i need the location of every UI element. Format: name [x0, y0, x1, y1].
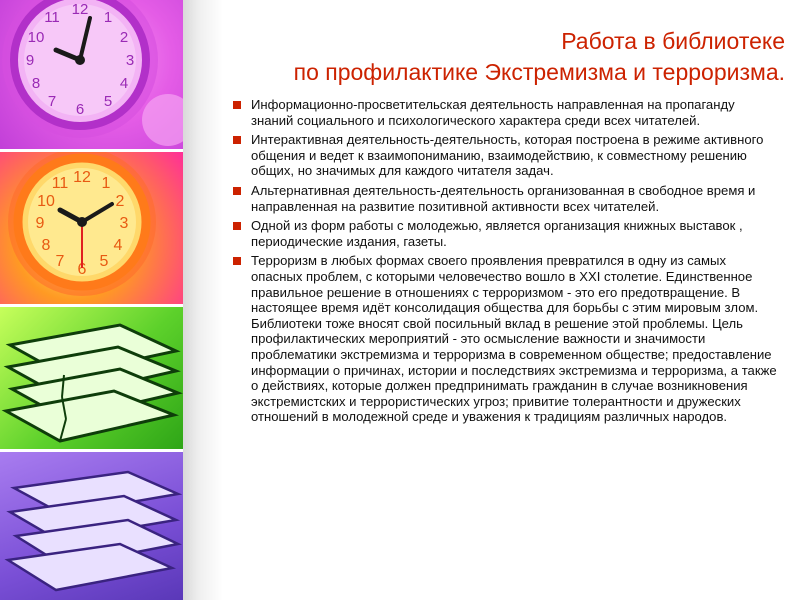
- square-bullet-icon: [233, 136, 241, 144]
- svg-text:5: 5: [99, 253, 109, 270]
- bullet-item: [233, 253, 778, 425]
- svg-text:3: 3: [125, 52, 135, 69]
- bullet-item: [233, 218, 778, 249]
- panel-divider: [0, 149, 183, 152]
- svg-text:8: 8: [41, 237, 51, 254]
- bullet-text: Информационно-просветительская деятельность направленная на пропаганду знаний социального и психологического характера среди всех читателей.: [251, 97, 735, 128]
- svg-text:6: 6: [75, 101, 85, 118]
- panel-divider: [0, 304, 183, 307]
- green-books-icon: [0, 305, 183, 450]
- svg-text:11: 11: [44, 9, 60, 26]
- svg-text:12: 12: [71, 1, 89, 18]
- bullet-item: [233, 183, 778, 214]
- svg-text:11: 11: [51, 175, 69, 192]
- slide-title-line-1: Работа в библиотеке: [561, 28, 785, 54]
- purple-clock-icon: [0, 0, 183, 150]
- svg-text:9: 9: [35, 215, 45, 232]
- svg-text:12: 12: [73, 169, 91, 186]
- orange-clock-image: [0, 150, 183, 305]
- bullet-list: [233, 97, 778, 429]
- purple-books-image: [0, 450, 183, 600]
- orange-clock-icon: [0, 150, 183, 305]
- green-books-image: [0, 305, 183, 450]
- bullet-item: [233, 97, 778, 128]
- square-bullet-icon: [233, 101, 241, 109]
- svg-text:10: 10: [37, 193, 55, 210]
- slide-title: [230, 26, 785, 88]
- svg-text:7: 7: [55, 253, 65, 270]
- svg-text:8: 8: [31, 75, 41, 92]
- svg-text:10: 10: [27, 29, 45, 46]
- svg-text:1: 1: [103, 9, 113, 26]
- slide-title-line-2: по профилактике Экстремизма и терроризма.: [293, 59, 785, 85]
- svg-text:2: 2: [115, 193, 125, 210]
- bullet-text: Одной из форм работы с молодежью, является организация книжных выставок , периодические издания, газеты.: [251, 218, 743, 249]
- bullet-text: Альтернативная деятельность-деятельность организованная в свободное время и направленная на развитие позитивной активности всех читателей.: [251, 182, 756, 214]
- svg-text:6: 6: [77, 261, 87, 278]
- bullet-text: Терроризм в любых формах своего проявления превратился в одну из самых опасных проблем, с которыми человечество вошло в XXI столетие. Единственное правильное решение в отношениях с терроризмом - это его предотвращение. В настоящее время идёт консолидация общества для борьбы с этим мировым злом. Библиотеки тоже вносят свой посильный вклад в решение этой проблемы. Цель профилактических мероприятий - это осмысление важности и значимости проблематики экстремизма и терроризма в современном обществе; предоставление информации о причинах, истории и последствиях экстремизма и терроризма, а также о действиях, которые должен предпринимать гражданин в случае возникновения экстремистских и террористических угроз; привитие толерантности и дружеских отношений в молодежной среде и уважения к традициям различных народов.: [251, 253, 777, 425]
- panel-divider: [0, 449, 183, 452]
- svg-text:2: 2: [119, 29, 129, 46]
- svg-text:4: 4: [119, 75, 129, 92]
- square-bullet-icon: [233, 187, 241, 195]
- square-bullet-icon: [233, 222, 241, 230]
- bullet-text: Интерактивная деятельность-деятельность, которая построена в режиме активного общения и ведет к взаимопониманию, взаимодействию, к совместному решению общих, но значимых для каждого читателя задач.: [251, 132, 764, 179]
- strip-fade: [183, 0, 223, 600]
- square-bullet-icon: [233, 257, 241, 265]
- svg-text:3: 3: [119, 215, 129, 232]
- svg-text:1: 1: [101, 175, 111, 192]
- purple-clock-image: [0, 0, 183, 150]
- svg-text:4: 4: [113, 237, 123, 254]
- svg-text:9: 9: [25, 52, 35, 69]
- svg-text:7: 7: [47, 93, 57, 110]
- image-strip: [0, 0, 183, 600]
- svg-text:5: 5: [103, 93, 113, 110]
- bullet-item: [233, 132, 778, 179]
- purple-books-icon: [0, 450, 183, 600]
